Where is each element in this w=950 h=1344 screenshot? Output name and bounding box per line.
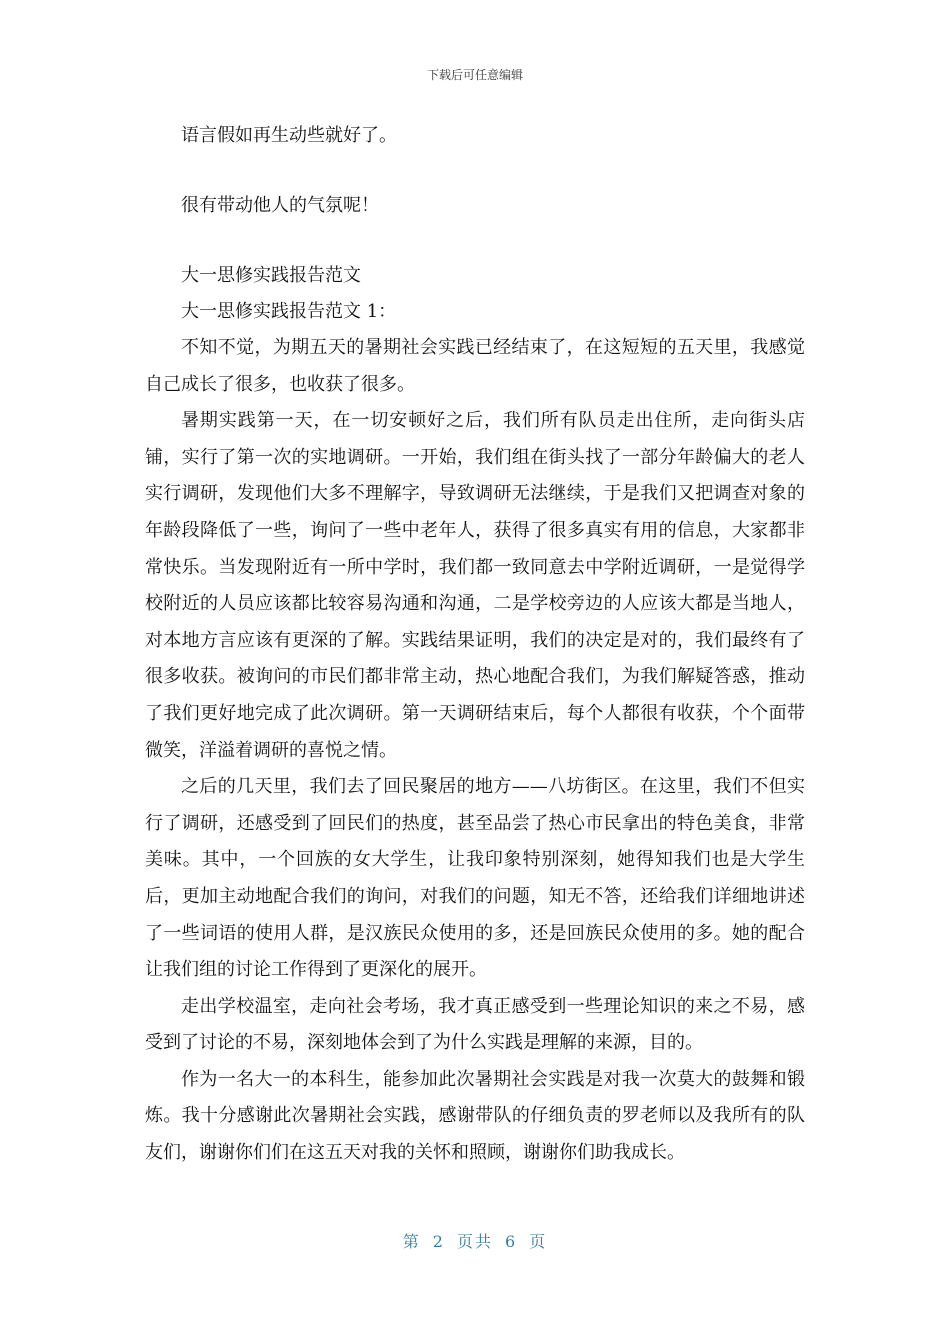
page-number: 2 (432, 1232, 445, 1251)
total-pages: 6 (505, 1232, 518, 1251)
page-footer (0, 1229, 950, 1252)
footer-ye: 页 (529, 1232, 548, 1251)
paragraph: 之后的几天里，我们去了回民聚居的地方——八坊街区。在这里，我们不但实行了调研，还感受到了回民们的热度，甚至品尝了热心市民拿出的特色美食，非常美味。其中，一个回族的女大学生，让我印象特别深刻，她得知我们也是大学生后，更加主动地配合我们的询问，对我们的问题，知无不答，还给我们详细地讲述了一些词语的使用人群，是汉族民众使用的多，还是回族民众使用的多。她的配合让我们组的讨论工作得到了更深化的展开。 (145, 776, 805, 981)
header-note: 下载后可任意编辑 (426, 68, 523, 82)
paragraph: 作为一名大一的本科生，能参加此次暑期社会实践是对我一次莫大的鼓舞和锻炼。我十分感谢此次暑期社会实践，感谢带队的仔细负责的罗老师以及我所有的队友们，谢谢你们们在这五天对我的关怀和照顾，谢谢你们助我成长。 (145, 1068, 805, 1164)
section-title: 大一思修实践报告范文 (181, 265, 361, 286)
paragraph: 暑期实践第一天，在一切安顿好之后，我们所有队员走出住所，走向街头店铺，实行了第一次的实地调研。一开始，我们组在街头找了一部分年龄偏大的老人实行调研，发现他们大多不理解字，导致调研无法继续，于是我们又把调查对象的年龄段降低了一些，询问了一些中老年人，获得了很多真实有用的信息，大家都非常快乐。当发现附近有一所中学时，我们都一致同意去中学附近调研，一是觉得学校附近的人员应该都比较容易沟通和沟通，二是学校旁边的人应该大都是当地人，对本地方言应该有更深的了解。实践结果证明，我们的决定是对的，我们最终有了很多收获。被询问的市民们都非常主动，热心地配合我们，为我们解疑答惑，推动了我们更好地完成了此次调研。第一天调研结束后，每个人都很有收获，个个面带微笑，洋溢着调研的喜悦之情。 (145, 410, 805, 761)
section-subtitle: 大一思修实践报告范文 1： (181, 301, 397, 322)
text-line: 语言假如再生动些就好了。 (181, 125, 397, 146)
text-line: 很有带动他人的气氛呢！ (181, 195, 379, 216)
document-body (145, 118, 805, 1172)
paragraph: 走出学校温室，走向社会考场，我才真正感受到一些理论知识的来之不易，感受到了讨论的不易，深刻地体会到了为什么实践是理解的来源，目的。 (145, 995, 805, 1054)
paragraph: 不知不觉，为期五天的暑期社会实践已经结束了，在这短短的五天里，我感觉自己成长了很多，也收获了很多。 (145, 337, 805, 395)
footer-ye-gong: 页共 (456, 1232, 493, 1251)
footer-di: 第 (402, 1232, 421, 1251)
